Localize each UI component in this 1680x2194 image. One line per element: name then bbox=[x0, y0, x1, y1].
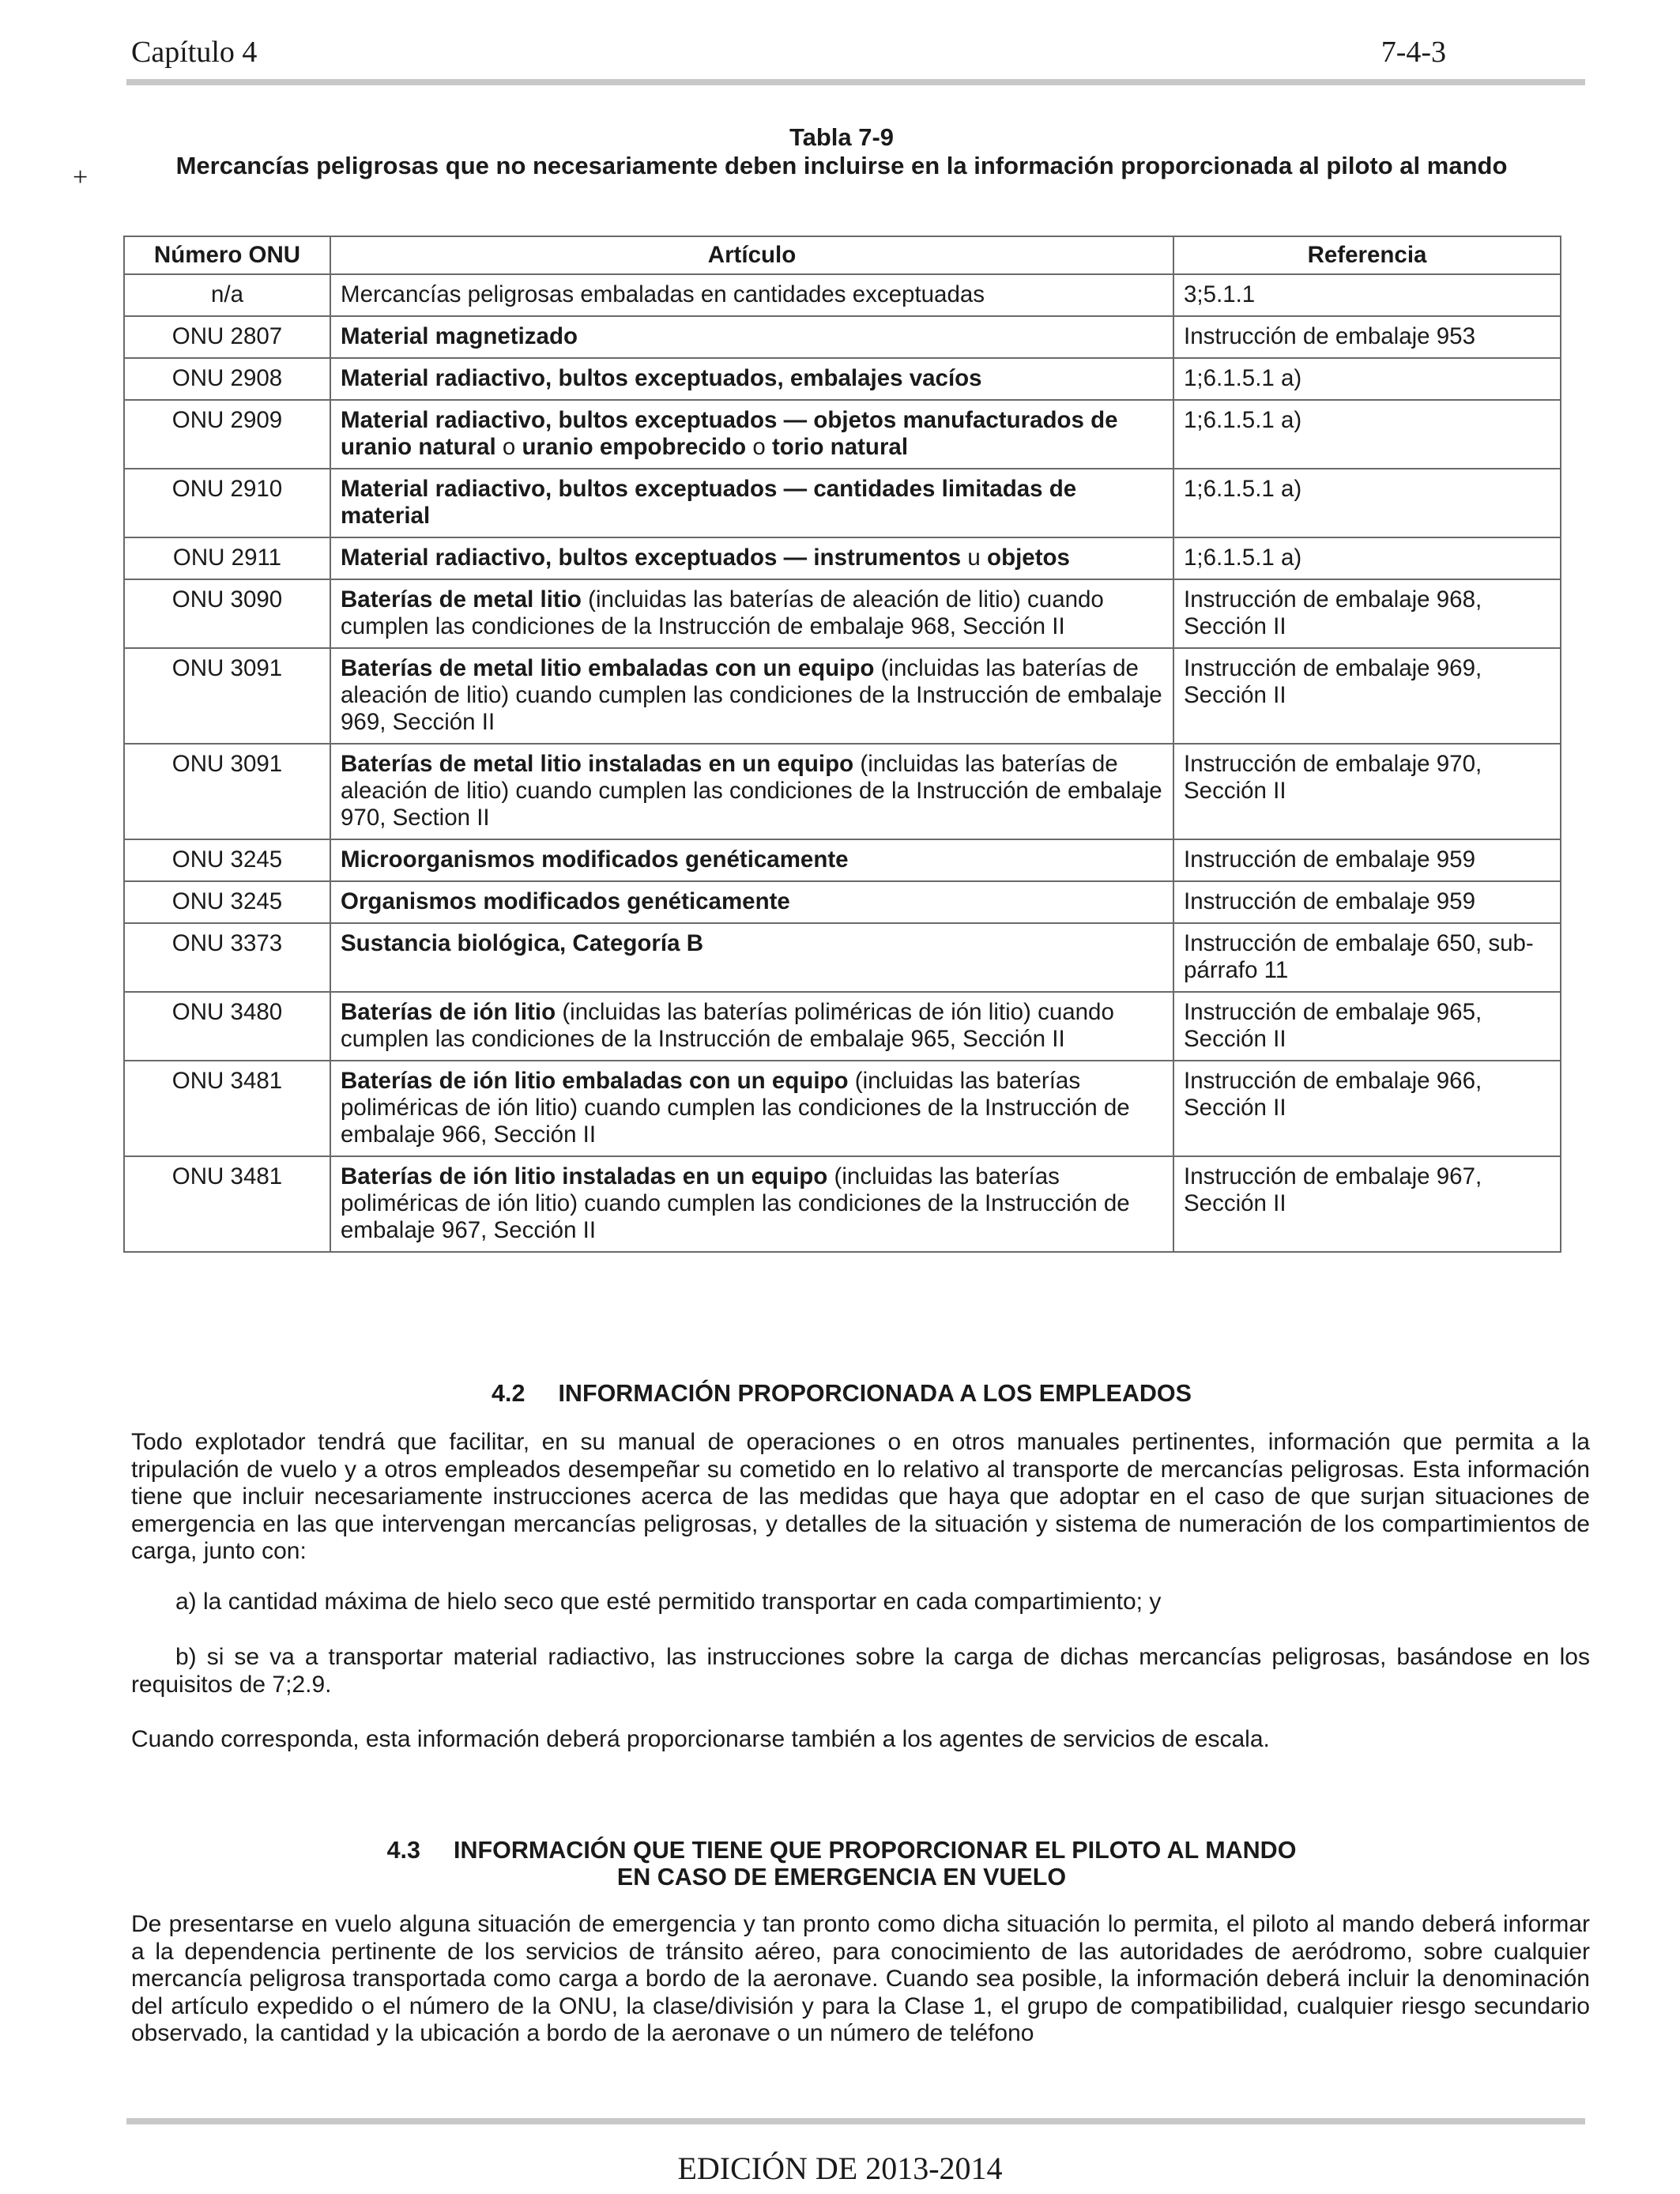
table-caption: Mercancías peligrosas que no necesariamente deben incluirse en la información proporcionada al piloto al mando bbox=[175, 152, 1508, 179]
article-cell bbox=[330, 1061, 1173, 1156]
article-cell bbox=[330, 537, 1173, 579]
article-name: Material radiactivo, bultos exceptuados, embalajes vacíos bbox=[341, 365, 982, 391]
table-row bbox=[124, 469, 1561, 537]
list-item-b: b) si se va a transportar material radiactivo, las instrucciones sobre la carga de dichas mercancías peligrosas, basándose en los requisitos de 7;2.9. bbox=[131, 1644, 1590, 1698]
article-name: Sustancia biológica, Categoría B bbox=[341, 930, 703, 956]
table-row bbox=[124, 881, 1561, 923]
article-cell bbox=[330, 839, 1173, 881]
column-header-reference: Referencia bbox=[1173, 236, 1561, 274]
reference-cell: 1;6.1.5.1 a) bbox=[1173, 358, 1561, 400]
article-name: Organismos modificados genéticamente bbox=[341, 888, 790, 914]
article-name: Baterías de metal litio bbox=[341, 586, 582, 613]
article-cell bbox=[330, 469, 1173, 537]
onu-number-cell: n/a bbox=[124, 274, 330, 316]
reference-cell: Instrucción de embalaje 965, Sección II bbox=[1173, 992, 1561, 1061]
article-text: (incluidas las baterías poliméricas de ión litio) cuando cumplen las condiciones de la Instrucción de embalaje 967, Sección II bbox=[341, 1163, 1130, 1243]
onu-number-cell: ONU 2908 bbox=[124, 358, 330, 400]
table-row bbox=[124, 1061, 1561, 1156]
article-cell bbox=[330, 400, 1173, 469]
article-name: Microorganismos modificados genéticamente bbox=[341, 846, 849, 873]
table-row bbox=[124, 274, 1561, 316]
reference-cell: 1;6.1.5.1 a) bbox=[1173, 469, 1561, 537]
column-header-article: Artículo bbox=[330, 236, 1173, 274]
article-cell bbox=[330, 992, 1173, 1061]
table-row bbox=[124, 923, 1561, 992]
reference-cell: Instrucción de embalaje 969, Sección II bbox=[1173, 648, 1561, 744]
article-name-alt: uranio empobrecido bbox=[522, 434, 747, 460]
article-cell bbox=[330, 316, 1173, 358]
article-cell bbox=[330, 274, 1173, 316]
section-number: 4.2 bbox=[492, 1380, 525, 1407]
page-number: 7-4-3 bbox=[1381, 36, 1446, 69]
article-name: Baterías de ión litio instaladas en un equipo bbox=[341, 1163, 828, 1189]
column-header-onu: Número ONU bbox=[124, 236, 330, 274]
article-text: Mercancías peligrosas embaladas en cantidades exceptuadas bbox=[341, 281, 985, 307]
article-conjunction: u bbox=[967, 545, 981, 571]
article-cell bbox=[330, 881, 1173, 923]
article-text: (incluidas las baterías de aleación de litio) cuando cumplen las condiciones de la Instrucción de embalaje 969, Sección II bbox=[341, 655, 1162, 735]
article-cell bbox=[330, 579, 1173, 648]
section-title-line-1 bbox=[123, 1837, 1560, 1864]
onu-number-cell: ONU 3090 bbox=[124, 579, 330, 648]
article-text: (incluidas las baterías poliméricas de ión litio) cuando cumplen las condiciones de la Instrucción de embalaje 965, Sección II bbox=[341, 999, 1114, 1052]
article-conjunction: o bbox=[752, 434, 766, 460]
margin-change-mark: + bbox=[73, 163, 89, 192]
table-row bbox=[124, 358, 1561, 400]
article-name: Material magnetizado bbox=[341, 323, 578, 349]
article-name: Baterías de metal litio embaladas con un equipo bbox=[341, 655, 875, 681]
onu-number-cell: ONU 2910 bbox=[124, 469, 330, 537]
article-cell bbox=[330, 923, 1173, 992]
reference-cell: Instrucción de embalaje 970, Sección II bbox=[1173, 744, 1561, 839]
table-row bbox=[124, 839, 1561, 881]
table-row bbox=[124, 316, 1561, 358]
article-cell bbox=[330, 648, 1173, 744]
article-name: Material radiactivo, bultos exceptuados — objetos manufacturados de uranio natural bbox=[341, 407, 1118, 460]
chapter-header: Capítulo 4 bbox=[131, 36, 258, 69]
table-row bbox=[124, 537, 1561, 579]
reference-cell: Instrucción de embalaje 959 bbox=[1173, 881, 1561, 923]
onu-number-cell: ONU 3245 bbox=[124, 839, 330, 881]
reference-cell: Instrucción de embalaje 959 bbox=[1173, 839, 1561, 881]
edition-footer: EDICIÓN DE 2013-2014 bbox=[677, 2151, 1003, 2186]
article-text: (incluidas las baterías de aleación de litio) cuando cumplen las condiciones de la Instrucción de embalaje 968, Sección II bbox=[341, 586, 1104, 639]
header-rule bbox=[126, 79, 1585, 85]
article-name: Baterías de ión litio embaladas con un equipo bbox=[341, 1068, 849, 1094]
section-4-2-heading bbox=[123, 1380, 1560, 1407]
list-item-a: a) la cantidad máxima de hielo seco que esté permitido transportar en cada compartimiento; y bbox=[175, 1589, 1162, 1615]
reference-cell: Instrucción de embalaje 968, Sección II bbox=[1173, 579, 1561, 648]
table-row bbox=[124, 579, 1561, 648]
reference-cell: Instrucción de embalaje 650, sub-párrafo 11 bbox=[1173, 923, 1561, 992]
table-row bbox=[124, 400, 1561, 469]
article-name: Baterías de metal litio instaladas en un equipo bbox=[341, 751, 854, 777]
article-cell bbox=[330, 358, 1173, 400]
section-4-2-paragraph-1: Todo explotador tendrá que facilitar, en su manual de operaciones o en otros manuales pertinentes, información que permita a la tripulación de vuelo y a otros empleados desempeñar su cometido en lo relativo al transporte de mercancías peligrosas. Esta información tiene que incluir necesariamente instrucciones acerca de las medidas que haya que adoptar en el caso de que surjan situaciones de emergencia en las que intervengan mercancías peligrosas, y detalles de la situación y sistema de numeración de los compartimientos de carga, junto con: bbox=[131, 1429, 1590, 1565]
onu-number-cell: ONU 2911 bbox=[124, 537, 330, 579]
reference-cell: Instrucción de embalaje 953 bbox=[1173, 316, 1561, 358]
section-title: INFORMACIÓN QUE TIENE QUE PROPORCIONAR EL PILOTO AL MANDO bbox=[453, 1837, 1297, 1864]
article-conjunction: o bbox=[502, 434, 516, 460]
reference-cell: Instrucción de embalaje 966, Sección II bbox=[1173, 1061, 1561, 1156]
reference-cell: 1;6.1.5.1 a) bbox=[1173, 400, 1561, 469]
onu-number-cell: ONU 3091 bbox=[124, 648, 330, 744]
article-name-alt: objetos bbox=[987, 545, 1070, 571]
table-title bbox=[123, 123, 1560, 180]
onu-number-cell: ONU 2909 bbox=[124, 400, 330, 469]
article-cell bbox=[330, 1156, 1173, 1252]
table-row bbox=[124, 744, 1561, 839]
table-row bbox=[124, 648, 1561, 744]
table-header-row bbox=[124, 236, 1561, 274]
onu-number-cell: ONU 2807 bbox=[124, 316, 330, 358]
table-row bbox=[124, 1156, 1561, 1252]
reference-cell: 1;6.1.5.1 a) bbox=[1173, 537, 1561, 579]
reference-cell: Instrucción de embalaje 967, Sección II bbox=[1173, 1156, 1561, 1252]
section-title-line-2: EN CASO DE EMERGENCIA EN VUELO bbox=[616, 1864, 1067, 1891]
article-text: (incluidas las baterías poliméricas de ión litio) cuando cumplen las condiciones de la Instrucción de embalaje 966, Sección II bbox=[341, 1068, 1130, 1148]
dangerous-goods-table bbox=[123, 236, 1561, 1253]
article-name: Material radiactivo, bultos exceptuados — instrumentos bbox=[341, 545, 962, 571]
onu-number-cell: ONU 3480 bbox=[124, 992, 330, 1061]
reference-cell: 3;5.1.1 bbox=[1173, 274, 1561, 316]
section-title: INFORMACIÓN PROPORCIONADA A LOS EMPLEADOS bbox=[558, 1380, 1192, 1407]
section-4-2-paragraph-2: Cuando corresponda, esta información deberá proporcionarse también a los agentes de servicios de escala. bbox=[131, 1726, 1270, 1752]
table-row bbox=[124, 992, 1561, 1061]
onu-number-cell: ONU 3481 bbox=[124, 1061, 330, 1156]
article-name: Material radiactivo, bultos exceptuados — cantidades limitadas de material bbox=[341, 476, 1077, 529]
section-4-3-heading bbox=[123, 1837, 1560, 1891]
article-name-alt: torio natural bbox=[771, 434, 909, 460]
onu-number-cell: ONU 3373 bbox=[124, 923, 330, 992]
section-4-3-paragraph-1: De presentarse en vuelo alguna situación de emergencia y tan pronto como dicha situación lo permita, el piloto al mando deberá informar a la dependencia pertinente de los servicios de tránsito aéreo, para conocimiento de las autoridades de aeródromo, sobre cualquier mercancía peligrosa transportada como carga a bordo de la aeronave. Cuando sea posible, la información deberá incluir la denominación del artículo expedido o el número de la ONU, la clase/división y para la Clase 1, el grupo de compatibilidad, cualquier riesgo secundario observado, la cantidad y la ubicación a bordo de la aeronave o un número de teléfono bbox=[131, 1911, 1590, 2047]
article-cell bbox=[330, 744, 1173, 839]
section-number: 4.3 bbox=[386, 1837, 420, 1864]
article-name: Baterías de ión litio bbox=[341, 999, 556, 1025]
article-text: (incluidas las baterías de aleación de litio) cuando cumplen las condiciones de la Instrucción de embalaje 970, Section II bbox=[341, 751, 1162, 831]
footer-rule bbox=[126, 2118, 1585, 2124]
table-number: Tabla 7-9 bbox=[789, 123, 895, 151]
onu-number-cell: ONU 3245 bbox=[124, 881, 330, 923]
onu-number-cell: ONU 3091 bbox=[124, 744, 330, 839]
onu-number-cell: ONU 3481 bbox=[124, 1156, 330, 1252]
